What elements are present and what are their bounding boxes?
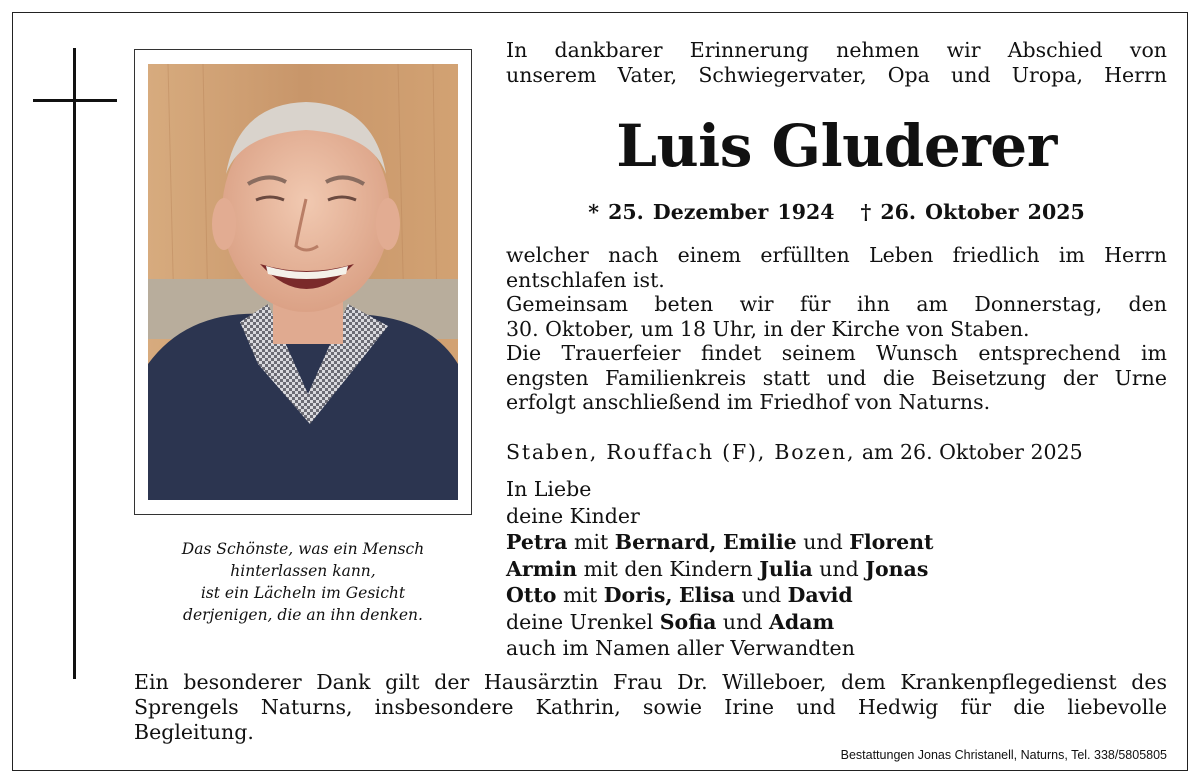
quote-line: ist ein Lächeln im Gesicht	[200, 584, 406, 602]
family-name: Florent	[849, 530, 934, 554]
life-dates	[506, 199, 1167, 225]
family-word: mit	[574, 530, 609, 554]
cross-icon-bar	[33, 99, 117, 102]
family-name: Doris,	[603, 583, 673, 607]
thanks-line: Sprengels Naturns, insbesondere Kathrin, sowie Irine und Hedwig für die liebevolle	[134, 695, 1167, 719]
thanks-text	[134, 670, 1167, 745]
family-line: deine Kinder	[506, 503, 640, 528]
notice-date: am 26. Oktober 2025	[861, 440, 1083, 464]
family-name: Armin	[506, 556, 578, 581]
place-date	[506, 440, 1167, 465]
family-name: David	[787, 583, 853, 607]
family-word: deine Urenkel	[506, 609, 654, 634]
announcement-text	[506, 243, 1167, 415]
family-name: Otto	[506, 583, 557, 607]
thanks-line: Begleitung.	[134, 720, 254, 744]
family-name: Petra	[506, 530, 568, 554]
quote-line: Das Schönste, was ein Mensch	[181, 540, 425, 558]
family-word: mit	[563, 583, 598, 607]
body-line: Die Trauerfeier findet seinem Wunsch entsprechend im	[506, 341, 1167, 365]
death-date: † 26. Oktober 2025	[860, 200, 1085, 224]
family-word: und	[741, 583, 782, 607]
family-word: mit den Kindern	[583, 556, 753, 581]
family-word: und	[722, 609, 763, 634]
body-line: erfolgt anschließend im Friedhof von Naturns.	[506, 390, 991, 414]
body-line: engsten Familienkreis statt und die Beisetzung der Urne	[506, 365, 1167, 390]
family-list	[506, 476, 1167, 662]
body-line: entschlafen ist.	[506, 267, 665, 292]
funeral-home-credit: Bestattungen Jonas Christanell, Naturns, Tel. 338/5805805	[840, 748, 1167, 762]
family-name: Adam	[768, 609, 835, 634]
family-line	[506, 529, 1167, 556]
places: Staben, Rouffach (F), Bozen,	[506, 440, 856, 464]
family-name: Elisa	[679, 583, 736, 607]
birth-date: * 25. Dezember 1924	[588, 200, 835, 224]
family-word: und	[819, 556, 859, 581]
cross-icon	[73, 48, 76, 679]
family-name: Julia	[759, 556, 813, 581]
family-line	[506, 609, 1167, 636]
family-line	[506, 582, 1167, 609]
family-line: In Liebe	[506, 477, 592, 501]
family-name: Jonas	[865, 556, 929, 581]
family-name: Sofia	[659, 609, 717, 634]
body-line: welcher nach einem erfüllten Leben friedlich im Herrn	[506, 243, 1167, 267]
family-name: Emilie	[722, 530, 797, 554]
family-line	[506, 556, 1167, 583]
family-word: und	[803, 530, 843, 554]
intro-line: In dankbarer Erinnerung nehmen wir Abschied von	[506, 38, 1167, 62]
portrait-frame	[134, 49, 472, 515]
body-line: 30. Oktober, um 18 Uhr, in der Kirche von Staben.	[506, 316, 1030, 341]
intro-line: unserem Vater, Schwiegervater, Opa und Uropa, Herrn	[506, 62, 1167, 87]
intro-text	[506, 38, 1167, 87]
quote-line: hinterlassen kann,	[230, 562, 376, 580]
quote-line: derjenigen, die an ihn denken.	[183, 606, 423, 624]
portrait-illustration	[148, 64, 458, 500]
deceased-name: Luis Gluderer	[616, 112, 1057, 180]
body-line: Gemeinsam beten wir für ihn am Donnerstag, den	[506, 292, 1167, 316]
family-name: Bernard,	[614, 530, 717, 554]
memorial-quote	[134, 538, 472, 626]
thanks-line: Ein besonderer Dank gilt der Hausärztin Frau Dr. Willeboer, dem Krankenpflegedienst des	[134, 670, 1167, 694]
portrait-photo	[148, 64, 458, 500]
family-line: auch im Namen aller Verwandten	[506, 636, 855, 660]
